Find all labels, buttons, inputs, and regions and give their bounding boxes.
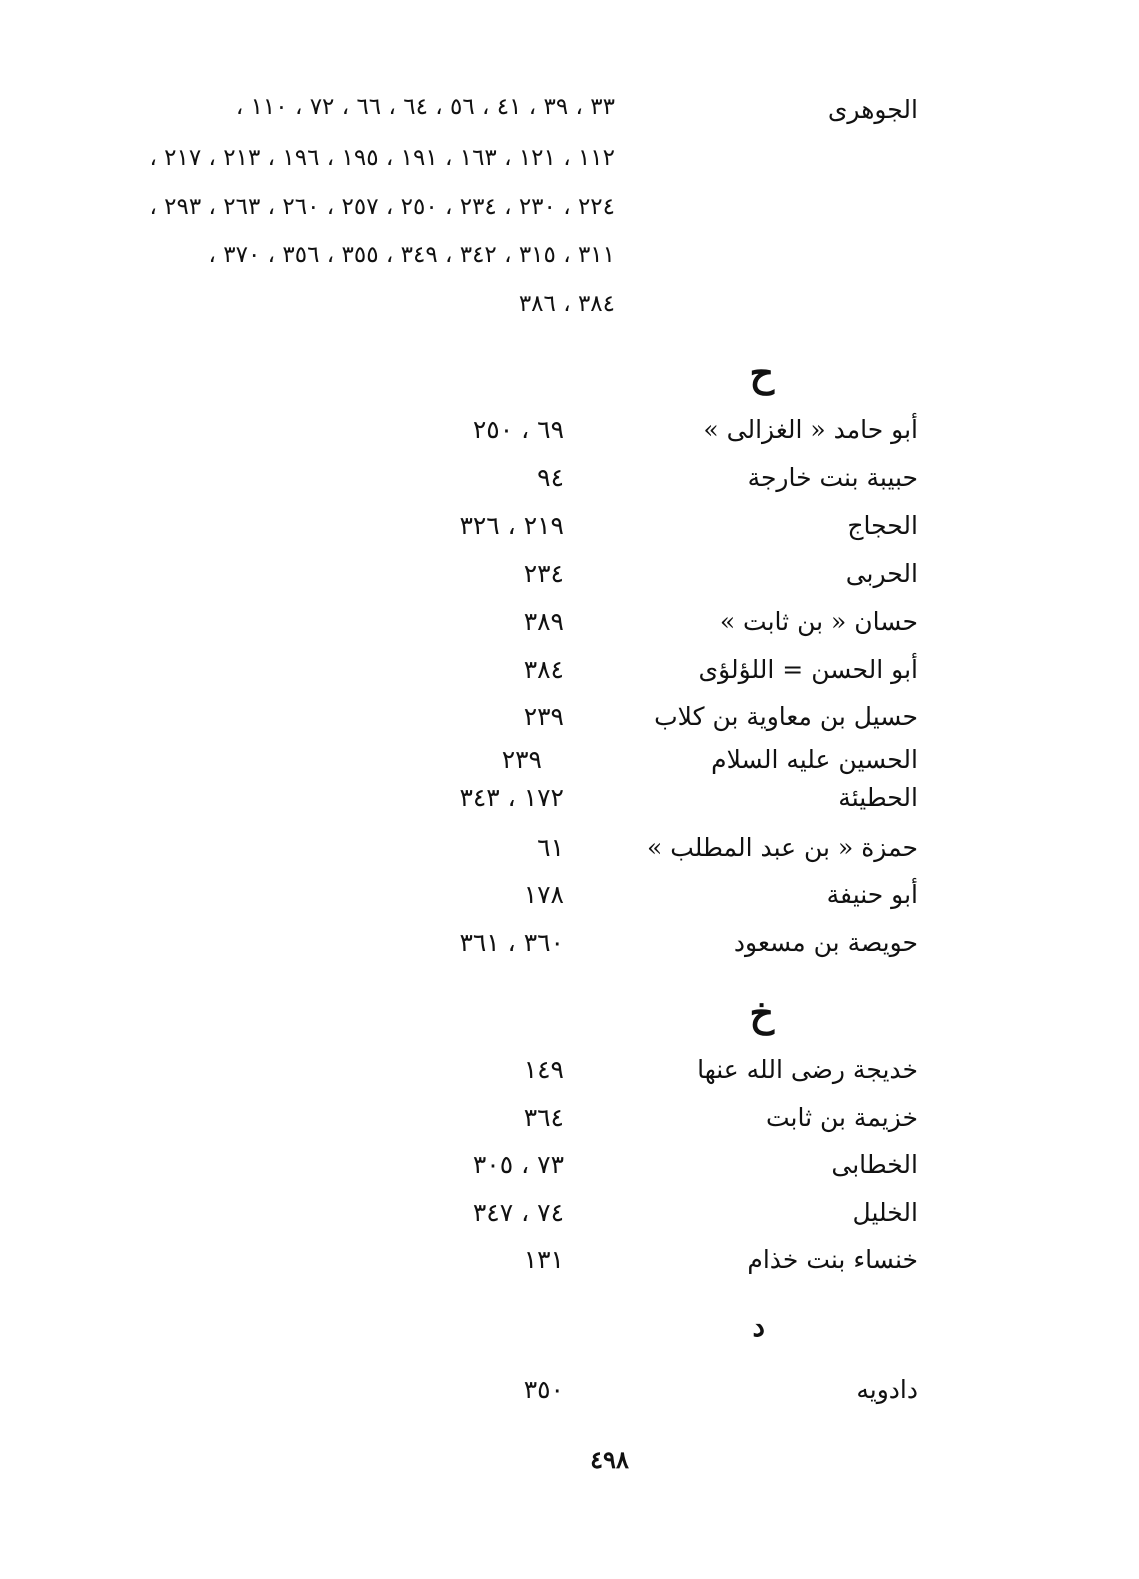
entry-name: أبو حنيفة: [826, 880, 918, 909]
entry-pages: ٢٣٩: [501, 745, 542, 774]
entry-pages: ٣٥٠: [523, 1375, 564, 1404]
entry-name: حمزة « بن عبد المطلب »: [646, 833, 918, 862]
entry-name: الحجاج: [847, 511, 918, 540]
entry-name: حسيل بن معاوية بن كلاب: [654, 702, 918, 731]
entry-pages: ١٣١: [523, 1245, 564, 1274]
jawhari-pages-line-4: ٣١١ ، ٣١٥ ، ٣٤٢ ، ٣٤٩ ، ٣٥٥ ، ٣٥٦ ، ٣٧٠ ،: [208, 242, 615, 268]
section-letter-ha: ح: [749, 350, 774, 395]
entry-pages: ٩٤: [537, 463, 564, 492]
page-number: ٤٩٨: [590, 1445, 629, 1474]
entry-pages: ٣٨٤: [523, 655, 564, 684]
entry-pages: ١٧٨: [523, 880, 564, 909]
entry-name: الحسين عليه السلام: [711, 745, 918, 774]
jawhari-pages-line-3: ٢٢٤ ، ٢٣٠ ، ٢٣٤ ، ٢٥٠ ، ٢٥٧ ، ٢٦٠ ، ٢٦٣ ، ٢٩٣ ،: [149, 194, 615, 220]
entry-name: خنساء بنت خذام: [747, 1245, 918, 1274]
jawhari-pages-line-2: ١١٢ ، ١٢١ ، ١٦٣ ، ١٩١ ، ١٩٥ ، ١٩٦ ، ٢١٣ ، ٢١٧ ،: [149, 145, 615, 171]
entry-name: حبيبة بنت خارجة: [747, 463, 918, 492]
entry-name: خديجة رضى الله عنها: [697, 1055, 918, 1084]
entry-pages: ٧٣ ، ٣٠٥: [472, 1150, 564, 1179]
entry-name: دادويه: [856, 1375, 918, 1404]
entry-name: الخطابى: [831, 1150, 918, 1179]
entry-name-jawhari: الجوهرى: [827, 95, 918, 124]
entry-pages: ١٤٩: [523, 1055, 564, 1084]
section-letter-dal: د: [752, 1310, 765, 1343]
entry-pages: ٦١: [537, 833, 564, 862]
entry-name: الخليل: [852, 1198, 918, 1227]
entry-name: أبو الحسن = اللؤلؤى: [698, 655, 918, 684]
entry-name: خزيمة بن ثابت: [765, 1103, 918, 1132]
entry-name: حويصة بن مسعود: [733, 928, 918, 957]
entry-pages: ٢١٩ ، ٣٢٦: [459, 511, 564, 540]
entry-name: حسان « بن ثابت »: [719, 607, 918, 636]
entry-pages: ٢٣٤: [523, 559, 564, 588]
jawhari-pages-line-5: ٣٨٤ ، ٣٨٦: [518, 291, 615, 317]
entry-pages: ٢٣٩: [523, 702, 564, 731]
entry-name: أبو حامد « الغزالى »: [703, 415, 918, 444]
entry-pages: ٣٦٠ ، ٣٦١: [459, 928, 564, 957]
section-letter-kha: خ: [749, 990, 774, 1035]
jawhari-pages-line-1: ٣٣ ، ٣٩ ، ٤١ ، ٥٦ ، ٦٤ ، ٦٦ ، ٧٢ ، ١١٠ ،: [235, 94, 615, 120]
entry-pages: ٧٤ ، ٣٤٧: [472, 1198, 564, 1227]
entry-pages: ٦٩ ، ٢٥٠: [472, 415, 564, 444]
entry-pages: ٣٨٩: [523, 607, 564, 636]
entry-name: الحربى: [845, 559, 918, 588]
entry-pages: ٣٦٤: [523, 1103, 564, 1132]
entry-pages: ١٧٢ ، ٣٤٣: [459, 783, 564, 812]
entry-name: الحطيئة: [838, 783, 918, 812]
